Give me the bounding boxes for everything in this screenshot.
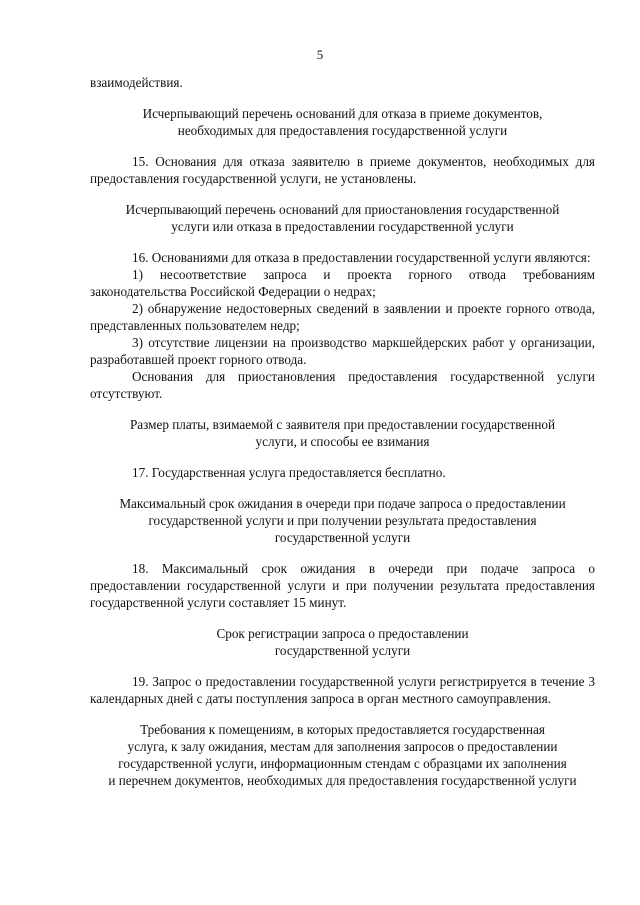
heading-line: услуги, и способы ее взимания [255,434,430,449]
paragraph-19: 19. Запрос о предоставлении государственной услуги регистрируется в течение 3 календарных дней с даты поступления запроса в орган местного самоуправления. [90,674,595,706]
heading-line: Максимальный срок ожидания в очереди при подаче запроса о предоставлении [119,496,566,511]
heading-line: и перечнем документов, необходимых для предоставления государственной услуги [108,773,577,788]
heading-line: необходимых для предоставления государственной услуги [177,123,508,138]
heading-line: услуги или отказа в предоставлении государственной услуги [171,219,514,234]
heading-refusal-docs [90,105,595,139]
heading-suspension [90,201,595,235]
heading-line: Исчерпывающий перечень оснований для приостановления государственной [125,202,560,217]
heading-line: услуга, к залу ожидания, местам для заполнения запросов о предоставлении [127,739,558,754]
heading-premises [90,721,595,789]
paragraph-16-item-2: 2) обнаружение недостоверных сведений в заявлении и проекте горного отвода, представленных пользователем недр; [90,301,595,333]
heading-wait [90,495,595,546]
paragraph-15: 15. Основания для отказа заявителю в приеме документов, необходимых для предоставления государственной услуги, не установлены. [90,154,595,186]
paragraph-16-intro: 16. Основаниями для отказа в предоставлении государственной услуги являются: [132,250,591,265]
paragraph-16-note: Основания для приостановления предоставления государственной услуги отсутствуют. [90,369,595,401]
heading-line: Требования к помещениям, в которых предоставляется государственная [140,722,545,737]
page-content [90,74,595,789]
heading-line: Размер платы, взимаемой с заявителя при предоставлении государственной [129,417,556,432]
heading-line: государственной услуги и при получении результата предоставления [148,513,537,528]
intro-fragment: взаимодействия. [90,75,183,90]
heading-line: Срок регистрации запроса о предоставлении [216,626,469,641]
paragraph-17: 17. Государственная услуга предоставляется бесплатно. [132,465,446,480]
paragraph-18: 18. Максимальный срок ожидания в очереди при подаче запроса о предоставлении государственной услуги и при получении результата предоставления государственной услуги составляет 15 минут. [90,561,595,610]
heading-fee [90,416,595,450]
page-number: 5 [316,47,324,62]
paragraph-16-item-1: 1) несоответствие запроса и проекта горного отвода требованиям законодательства Российской Федерации о недрах; [90,267,595,299]
paragraph-16-item-3: 3) отсутствие лицензии на производство маркшейдерских работ у организации, разработавшей проект горного отвода. [90,335,595,367]
heading-line: государственной услуги, информационным стендам с образцами их заполнения [118,756,567,771]
heading-line: государственной услуги [274,530,411,545]
heading-line: государственной услуги [274,643,411,658]
heading-line: Исчерпывающий перечень оснований для отказа в приеме документов, [142,106,543,121]
heading-registration [90,625,595,659]
